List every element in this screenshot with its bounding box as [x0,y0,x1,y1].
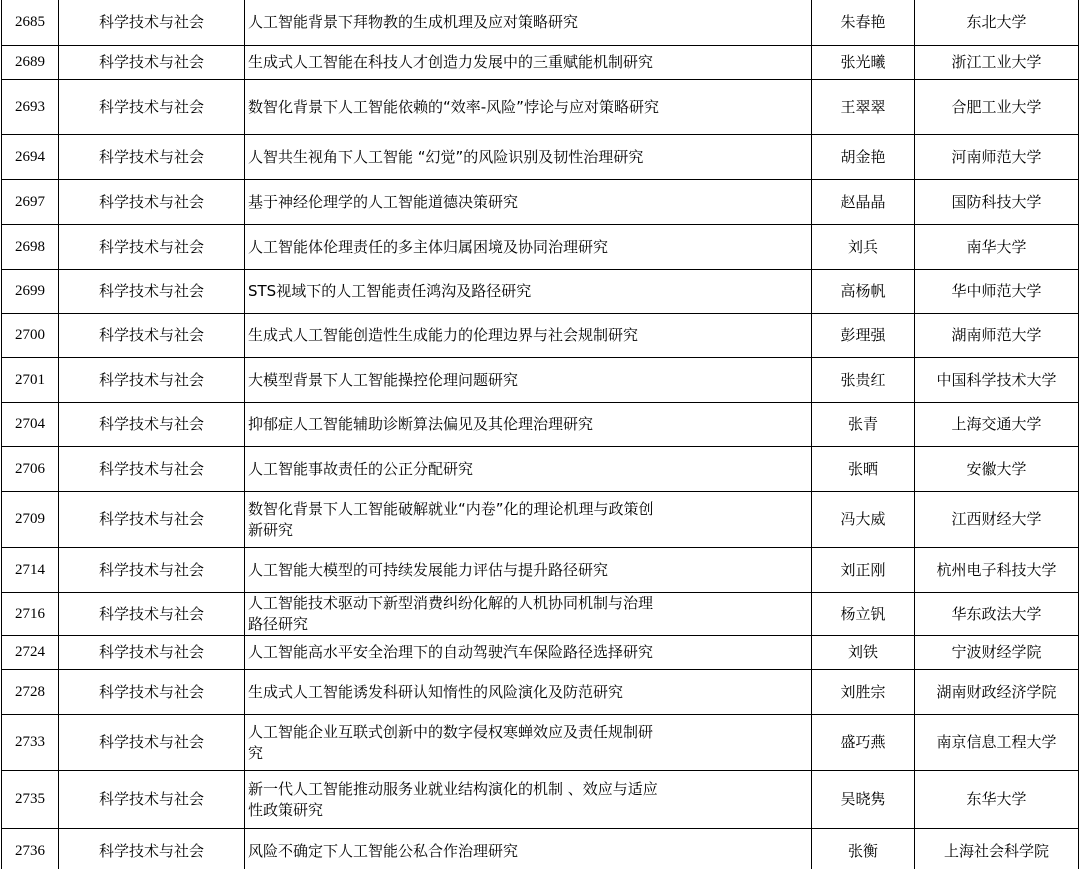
project-list-table [1,0,1079,869]
applicant-name-cell: 朱春艳 [812,0,915,46]
project-id-cell: 2698 [2,225,59,270]
applicant-name-cell: 张晒 [812,447,915,492]
category-cell: 科学技术与社会 [59,403,245,447]
category-cell: 科学技术与社会 [59,492,245,548]
project-title-cell: 大模型背景下人工智能操控伦理问题研究 [245,358,812,403]
table-row [2,80,1079,135]
project-id-cell: 2736 [2,829,59,869]
project-title-cell: 生成式人工智能在科技人才创造力发展中的三重赋能机制研究 [245,46,812,80]
project-id-cell: 2724 [2,636,59,670]
institution-cell: 湖南财政经济学院 [915,670,1079,715]
institution-cell: 南华大学 [915,225,1079,270]
project-title-cell: 数智化背景下人工智能破解就业“内卷”化的理论机理与政策创新研究 [245,492,812,548]
project-title-cell: 人工智能大模型的可持续发展能力评估与提升路径研究 [245,548,812,593]
applicant-name-cell: 张青 [812,403,915,447]
table-row [2,358,1079,403]
project-id-cell: 2728 [2,670,59,715]
institution-cell: 河南师范大学 [915,135,1079,180]
table-row [2,403,1079,447]
project-title-cell: 人智共生视角下人工智能 “幻觉”的风险识别及韧性治理研究 [245,135,812,180]
category-cell: 科学技术与社会 [59,270,245,314]
table-row [2,225,1079,270]
project-title-cell: 生成式人工智能创造性生成能力的伦理边界与社会规制研究 [245,314,812,358]
category-cell: 科学技术与社会 [59,829,245,869]
institution-cell: 湖南师范大学 [915,314,1079,358]
applicant-name-cell: 刘胜宗 [812,670,915,715]
institution-cell: 东北大学 [915,0,1079,46]
category-cell: 科学技术与社会 [59,180,245,225]
table-row [2,135,1079,180]
project-id-cell: 2706 [2,447,59,492]
project-title-cell: 风险不确定下人工智能公私合作治理研究 [245,829,812,869]
category-cell: 科学技术与社会 [59,358,245,403]
table-row [2,670,1079,715]
project-title-cell: 人工智能体伦理责任的多主体归属困境及协同治理研究 [245,225,812,270]
table-row [2,492,1079,548]
category-cell: 科学技术与社会 [59,314,245,358]
institution-cell: 江西财经大学 [915,492,1079,548]
institution-cell: 中国科学技术大学 [915,358,1079,403]
category-cell: 科学技术与社会 [59,548,245,593]
category-cell: 科学技术与社会 [59,46,245,80]
project-id-cell: 2697 [2,180,59,225]
institution-cell: 上海社会科学院 [915,829,1079,869]
category-cell: 科学技术与社会 [59,80,245,135]
project-id-cell: 2699 [2,270,59,314]
institution-cell: 合肥工业大学 [915,80,1079,135]
project-title-cell: 基于神经伦理学的人工智能道德决策研究 [245,180,812,225]
category-cell: 科学技术与社会 [59,447,245,492]
institution-cell: 安徽大学 [915,447,1079,492]
project-id-cell: 2735 [2,771,59,829]
table-body [2,0,1079,869]
table-row [2,715,1079,771]
project-title-cell: 人工智能背景下拜物教的生成机理及应对策略研究 [245,0,812,46]
institution-cell: 华东政法大学 [915,593,1079,636]
applicant-name-cell: 王翠翠 [812,80,915,135]
project-id-cell: 2709 [2,492,59,548]
applicant-name-cell: 张衡 [812,829,915,869]
project-title-cell: 生成式人工智能诱发科研认知惰性的风险演化及防范研究 [245,670,812,715]
project-id-cell: 2689 [2,46,59,80]
category-cell: 科学技术与社会 [59,225,245,270]
institution-cell: 南京信息工程大学 [915,715,1079,771]
applicant-name-cell: 张光曦 [812,46,915,80]
category-cell: 科学技术与社会 [59,135,245,180]
institution-cell: 杭州电子科技大学 [915,548,1079,593]
institution-cell: 东华大学 [915,771,1079,829]
table-row [2,636,1079,670]
project-title-cell: STS视域下的人工智能责任鸿沟及路径研究 [245,270,812,314]
category-cell: 科学技术与社会 [59,636,245,670]
applicant-name-cell: 刘正刚 [812,548,915,593]
institution-cell: 华中师范大学 [915,270,1079,314]
project-title-cell: 人工智能高水平安全治理下的自动驾驶汽车保险路径选择研究 [245,636,812,670]
category-cell: 科学技术与社会 [59,771,245,829]
table-row [2,180,1079,225]
project-title-cell: 人工智能企业互联式创新中的数字侵权寒蝉效应及责任规制研究 [245,715,812,771]
applicant-name-cell: 刘铁 [812,636,915,670]
applicant-name-cell: 盛巧燕 [812,715,915,771]
project-id-cell: 2694 [2,135,59,180]
category-cell: 科学技术与社会 [59,715,245,771]
applicant-name-cell: 赵晶晶 [812,180,915,225]
institution-cell: 浙江工业大学 [915,46,1079,80]
table-row [2,270,1079,314]
table-row [2,46,1079,80]
table-row [2,771,1079,829]
applicant-name-cell: 刘兵 [812,225,915,270]
table-row [2,314,1079,358]
project-id-cell: 2716 [2,593,59,636]
project-title-cell: 抑郁症人工智能辅助诊断算法偏见及其伦理治理研究 [245,403,812,447]
category-cell: 科学技术与社会 [59,0,245,46]
category-cell: 科学技术与社会 [59,593,245,636]
table-row [2,548,1079,593]
applicant-name-cell: 张贵红 [812,358,915,403]
project-id-cell: 2700 [2,314,59,358]
applicant-name-cell: 彭理强 [812,314,915,358]
institution-cell: 国防科技大学 [915,180,1079,225]
table-row [2,0,1079,46]
project-id-cell: 2733 [2,715,59,771]
project-title-cell: 新一代人工智能推动服务业就业结构演化的机制 、效应与适应性政策研究 [245,771,812,829]
applicant-name-cell: 杨立钒 [812,593,915,636]
project-id-cell: 2714 [2,548,59,593]
project-id-cell: 2704 [2,403,59,447]
project-id-cell: 2701 [2,358,59,403]
applicant-name-cell: 吴晓隽 [812,771,915,829]
project-title-cell: 人工智能技术驱动下新型消费纠纷化解的人机协同机制与治理路径研究 [245,593,812,636]
applicant-name-cell: 高杨帆 [812,270,915,314]
applicant-name-cell: 冯大威 [812,492,915,548]
applicant-name-cell: 胡金艳 [812,135,915,180]
project-title-cell: 人工智能事故责任的公正分配研究 [245,447,812,492]
project-id-cell: 2693 [2,80,59,135]
table-row [2,447,1079,492]
project-title-cell: 数智化背景下人工智能依赖的“效率-风险”悖论与应对策略研究 [245,80,812,135]
table-row [2,829,1079,869]
institution-cell: 上海交通大学 [915,403,1079,447]
category-cell: 科学技术与社会 [59,670,245,715]
project-id-cell: 2685 [2,0,59,46]
institution-cell: 宁波财经学院 [915,636,1079,670]
table-row [2,593,1079,636]
